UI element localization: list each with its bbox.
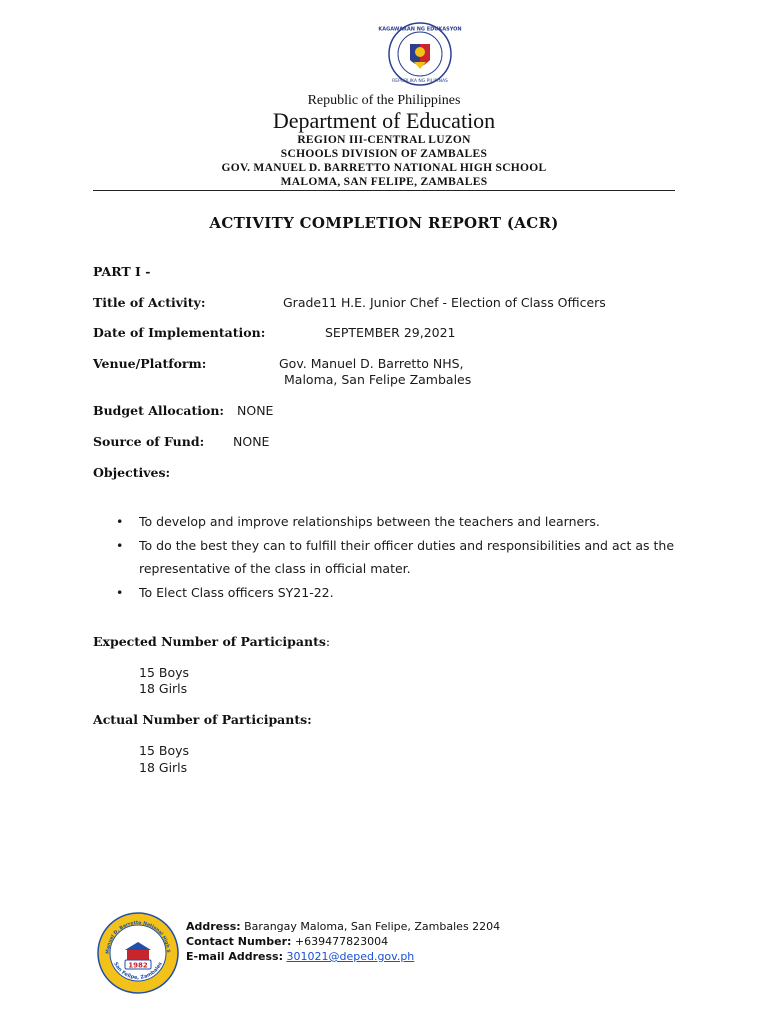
footer-address: [186, 920, 500, 933]
expected-colon: :: [325, 634, 331, 649]
report-title: ACTIVITY COMPLETION REPORT (ACR): [209, 214, 559, 232]
logo-year: 1982: [128, 961, 148, 970]
objective-text: To develop and improve relationships between the teachers and learners.: [139, 514, 600, 529]
deped-seal-logo: [378, 22, 462, 86]
bullet-icon: •: [116, 514, 124, 529]
expected-boys: 15 Boys: [139, 665, 190, 680]
republic-line: Republic of the Philippines: [307, 93, 461, 108]
email-link[interactable]: 301021@deped.gov.ph: [286, 950, 415, 963]
fund-value: NONE: [233, 434, 270, 449]
objectives-list: [93, 510, 683, 604]
bullet-icon: •: [116, 584, 124, 600]
objective-text: To Elect Class officers SY21-22.: [139, 584, 334, 600]
budget-value: NONE: [237, 403, 274, 418]
bullet-icon: •: [116, 537, 124, 553]
footer-contact: [186, 935, 388, 948]
division-line: SCHOOLS DIVISION OF ZAMBALES: [280, 148, 488, 160]
actual-participants-label: Actual Number of Participants:: [93, 712, 312, 727]
list-item: [93, 510, 683, 534]
logo-text-top: Manuel D. Barretto National High S: [105, 920, 171, 954]
date-label: Date of Implementation:: [93, 325, 266, 340]
list-item: [93, 534, 683, 581]
part-label: PART I -: [93, 264, 151, 279]
logo-text-bottom: San Felipe, Zambales: [112, 961, 164, 981]
objectives-label: Objectives:: [93, 465, 171, 480]
list-item: [93, 581, 683, 605]
department-title: Department of Education: [272, 108, 496, 133]
venue-line-2: Maloma, San Felipe Zambales: [284, 372, 472, 387]
title-of-activity-label: Title of Activity:: [93, 295, 206, 310]
address-label: Address:: [186, 920, 241, 933]
date-value: SEPTEMBER 29,2021: [325, 325, 456, 340]
footer-email: [186, 950, 414, 963]
actual-boys: 15 Boys: [139, 743, 190, 758]
email-label: E-mail Address:: [186, 950, 283, 963]
region-line: REGION III-CENTRAL LUZON: [297, 134, 471, 146]
school-line: GOV. MANUEL D. BARRETTO NATIONAL HIGH SCHOOL: [221, 162, 547, 174]
expected-girls: 18 Girls: [139, 681, 188, 696]
objective-text: To do the best they can to fulfill their officer duties and responsibilities and act as the representative of the class in official mater.: [139, 537, 675, 576]
expected-participants-heading: [93, 634, 330, 649]
contact-value: +639477823004: [294, 935, 389, 948]
venue-line-1: Gov. Manuel D. Barretto NHS,: [279, 356, 464, 371]
fund-label: Source of Fund:: [93, 434, 205, 449]
budget-label: Budget Allocation:: [93, 403, 225, 418]
seal-text-top: KAGAWARAN NG EDUKASYON: [378, 26, 462, 33]
address-value: Barangay Maloma, San Felipe, Zambales 2204: [244, 920, 501, 933]
expected-participants-label: Expected Number of Participants: [93, 634, 326, 649]
school-address-line: MALOMA, SAN FELIPE, ZAMBALES: [280, 176, 488, 188]
seal-text-bottom: REPUBLIKA NG PILIPINAS: [392, 79, 448, 84]
contact-label: Contact Number:: [186, 935, 292, 948]
header-divider: [93, 190, 675, 191]
school-logo: [97, 912, 179, 994]
actual-girls: 18 Girls: [139, 760, 188, 775]
venue-label: Venue/Platform:: [93, 356, 207, 371]
title-of-activity-value: Grade11 H.E. Junior Chef - Election of Class Officers: [283, 295, 606, 310]
